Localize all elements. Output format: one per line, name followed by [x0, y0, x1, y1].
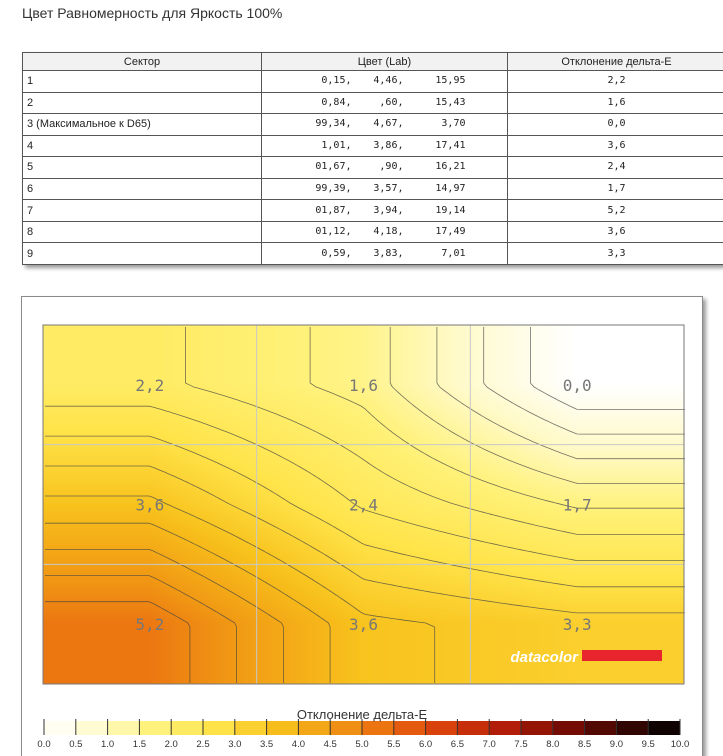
legend-tick-label: 0.0: [37, 739, 50, 750]
cell-sector: 7: [23, 200, 262, 222]
legend-swatch: [330, 721, 362, 735]
lab-l: 01,87,: [304, 203, 352, 219]
heatmap-panel: [21, 296, 703, 756]
cell-value-label: 3,6: [135, 496, 164, 515]
cell-delta-e: 3,3: [508, 243, 723, 265]
lab-l: 99,34,: [304, 116, 352, 132]
cell-delta-e: 5,2: [508, 200, 723, 222]
table-row: [23, 114, 723, 136]
legend-tick-label: 8.5: [578, 739, 591, 750]
legend-swatch: [139, 721, 171, 735]
cell-lab: [262, 71, 508, 93]
legend-swatch: [553, 721, 585, 735]
cell-value-label: 2,4: [349, 496, 378, 515]
legend-tick-label: 2.0: [165, 739, 178, 750]
datacolor-logo-bar: [582, 650, 662, 661]
cell-sector: 8: [23, 221, 262, 243]
lab-a: ,60,: [352, 95, 404, 111]
lab-l: 1,01,: [304, 138, 352, 154]
cell-delta-e: 2,2: [508, 71, 723, 93]
legend-swatch: [44, 721, 76, 735]
cell-lab: [262, 114, 508, 136]
cell-value-label: 0,0: [563, 376, 592, 395]
cell-value-label: 2,2: [135, 376, 164, 395]
legend-swatch: [76, 721, 108, 735]
header-lab: Цвет (Lab): [262, 53, 508, 71]
legend-tick-label: 8.0: [546, 739, 559, 750]
lab-l: 0,15,: [304, 73, 352, 89]
legend-tick-label: 1.5: [133, 739, 146, 750]
legend-title: Отклонение дельта-E: [22, 707, 702, 722]
lab-b: 19,14: [404, 203, 466, 219]
lab-b: 16,21: [404, 159, 466, 175]
header-delta-e: Отклонение дельта-E: [508, 53, 723, 71]
legend-tick-label: 3.0: [228, 739, 241, 750]
cell-sector: 1: [23, 71, 262, 93]
cell-delta-e: 2,4: [508, 157, 723, 179]
legend-swatch: [394, 721, 426, 735]
cell-sector: 4: [23, 135, 262, 157]
heatmap-chart: [22, 297, 702, 756]
legend-swatch: [203, 721, 235, 735]
datacolor-logo: datacolor: [510, 649, 579, 666]
table-row: [23, 178, 723, 200]
lab-l: 01,12,: [304, 224, 352, 240]
lab-a: 3,94,: [352, 203, 404, 219]
cell-sector: 6: [23, 178, 262, 200]
legend-swatch: [489, 721, 521, 735]
legend-tick-label: 5.0: [355, 739, 368, 750]
cell-delta-e: 3,6: [508, 135, 723, 157]
lab-l: 0,59,: [304, 246, 352, 262]
lab-l: 0,84,: [304, 95, 352, 111]
legend-swatch: [585, 721, 617, 735]
cell-delta-e: 1,6: [508, 92, 723, 114]
cell-sector: 9: [23, 243, 262, 265]
cell-sector: 2: [23, 92, 262, 114]
cell-lab: [262, 135, 508, 157]
legend-swatch: [362, 721, 394, 735]
legend-tick-label: 3.5: [260, 739, 273, 750]
cell-value-label: 3,3: [563, 615, 592, 634]
table-row: [23, 221, 723, 243]
lab-a: 4,18,: [352, 224, 404, 240]
lab-b: 15,95: [404, 73, 466, 89]
table-row: [23, 200, 723, 222]
legend-swatch: [426, 721, 458, 735]
cell-sector: 5: [23, 157, 262, 179]
table-row: [23, 92, 723, 114]
table-row: [23, 71, 723, 93]
cell-value-label: 3,6: [349, 615, 378, 634]
cell-value-label: 1,6: [349, 376, 378, 395]
cell-value-label: 1,7: [563, 496, 592, 515]
cell-value-label: 5,2: [135, 615, 164, 634]
legend-tick-label: 6.5: [451, 739, 464, 750]
legend-tick-label: 4.0: [292, 739, 305, 750]
lab-b: 17,41: [404, 138, 466, 154]
legend-swatch: [298, 721, 330, 735]
legend-tick-label: 4.5: [324, 739, 337, 750]
lab-b: 7,01: [404, 246, 466, 262]
legend-tick-label: 2.5: [196, 739, 209, 750]
lab-a: 3,57,: [352, 181, 404, 197]
legend-swatch: [267, 721, 299, 735]
lab-b: 14,97: [404, 181, 466, 197]
lab-b: 3,70: [404, 116, 466, 132]
lab-b: 17,49: [404, 224, 466, 240]
lab-a: 4,46,: [352, 73, 404, 89]
table-row: [23, 135, 723, 157]
legend-tick-label: 10.0: [671, 739, 690, 750]
legend-tick-label: 6.0: [419, 739, 432, 750]
header-sector: Сектор: [23, 53, 262, 71]
legend-tick-label: 9.5: [642, 739, 655, 750]
legend-tick-label: 0.5: [69, 739, 82, 750]
legend-swatch: [108, 721, 140, 735]
cell-delta-e: 3,6: [508, 221, 723, 243]
table-row: [23, 157, 723, 179]
cell-delta-e: 0,0: [508, 114, 723, 136]
lab-a: ,90,: [352, 159, 404, 175]
legend-tick-label: 7.5: [514, 739, 527, 750]
measurement-table: [22, 52, 723, 265]
cell-lab: [262, 92, 508, 114]
cell-lab: [262, 200, 508, 222]
legend-swatch: [616, 721, 648, 735]
legend-swatch: [648, 721, 680, 735]
cell-delta-e: 1,7: [508, 178, 723, 200]
table-row: [23, 243, 723, 265]
lab-a: 3,83,: [352, 246, 404, 262]
cell-lab: [262, 221, 508, 243]
cell-lab: [262, 157, 508, 179]
legend-tick-label: 9.0: [610, 739, 623, 750]
cell-lab: [262, 178, 508, 200]
lab-l: 01,67,: [304, 159, 352, 175]
page-title: Цвет Равномерность для Яркость 100%: [22, 5, 282, 21]
legend-tick-label: 7.0: [483, 739, 496, 750]
lab-a: 3,86,: [352, 138, 404, 154]
cell-lab: [262, 243, 508, 265]
lab-a: 4,67,: [352, 116, 404, 132]
table-header-row: [23, 53, 723, 71]
cell-sector: 3 (Максимальное к D65): [23, 114, 262, 136]
legend-tick-label: 1.0: [101, 739, 114, 750]
lab-b: 15,43: [404, 95, 466, 111]
legend-swatch: [457, 721, 489, 735]
legend-swatch: [171, 721, 203, 735]
legend-tick-label: 5.5: [387, 739, 400, 750]
lab-l: 99,39,: [304, 181, 352, 197]
legend-swatch: [235, 721, 267, 735]
legend-swatch: [521, 721, 553, 735]
